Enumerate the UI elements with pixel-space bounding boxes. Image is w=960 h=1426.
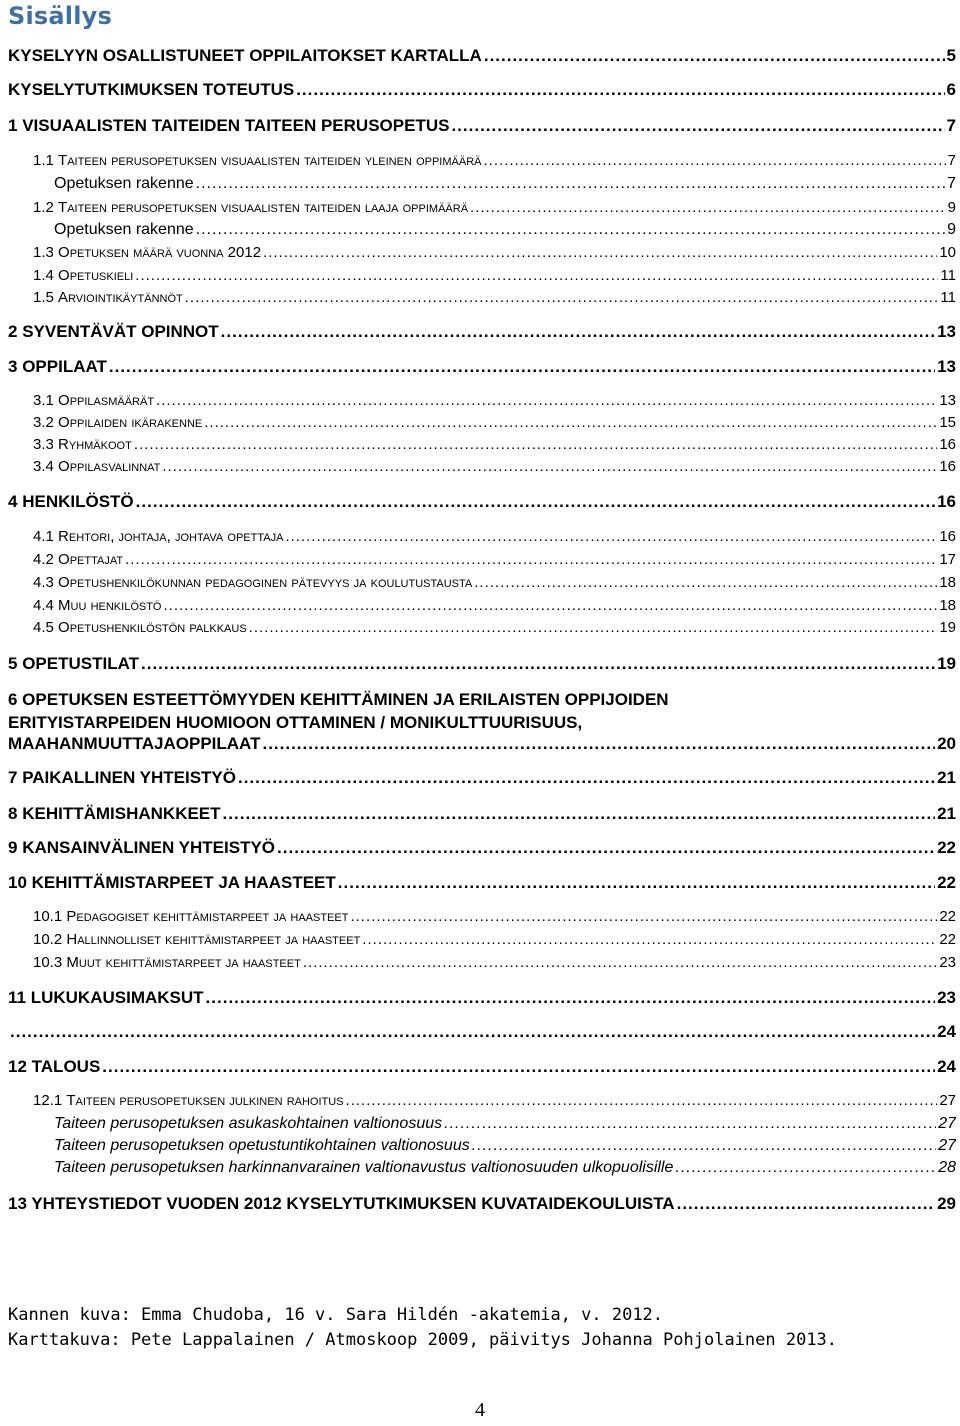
toc-entry-title: Pedagogiset kehittämistarpeet ja haasteet xyxy=(66,908,349,925)
toc-entry-page: 16 xyxy=(939,528,956,545)
toc-entry[interactable] xyxy=(33,152,956,169)
toc-entry-number: 9 xyxy=(8,838,18,857)
toc-entry-page: 24 xyxy=(937,1022,956,1041)
toc-entry-page: 19 xyxy=(937,654,956,673)
toc-entry-title: Oppilasvalinnat xyxy=(58,458,161,475)
toc-entry-title: Hallinnolliset kehittämistarpeet ja haasteet xyxy=(66,931,361,948)
toc-entry-number: 1.1 xyxy=(33,152,54,169)
toc-entry[interactable] xyxy=(33,528,956,545)
toc-entry-title: LUKUKAUSIMAKSUT xyxy=(30,988,204,1007)
toc-entry-title: KYSELYTUTKIMUKSEN TOTEUTUS xyxy=(8,80,295,99)
toc-entry-number: 12.1 xyxy=(33,1092,63,1109)
toc-entry[interactable] xyxy=(8,734,956,754)
toc-entry-number: 1.3 xyxy=(33,244,54,261)
toc-entry[interactable] xyxy=(8,116,956,136)
toc-entry-page: 28 xyxy=(938,1159,956,1176)
toc-entry-number: 4.3 xyxy=(33,574,54,591)
toc-entry[interactable] xyxy=(33,436,956,453)
toc-entry-title: Opettajat xyxy=(58,551,124,568)
toc-entry-title: Opetuskieli xyxy=(58,267,134,284)
toc-entry-page: 23 xyxy=(937,988,956,1007)
toc-entry-page: 16 xyxy=(939,436,956,453)
toc-entry[interactable] xyxy=(8,492,956,512)
toc-entry-number: 10.2 xyxy=(33,931,63,948)
toc-entry-number: 3 xyxy=(8,357,18,376)
toc-entry-page: 13 xyxy=(937,357,956,376)
toc-entry-number: 1.4 xyxy=(33,267,54,284)
toc-entry-title: Taiteen perusopetuksen visuaalisten taiteiden laaja oppimäärä xyxy=(58,199,469,216)
toc-entry-title: Muu henkilöstö xyxy=(58,597,162,614)
toc-entry-title: KEHITTÄMISTARPEET JA HAASTEET xyxy=(31,873,336,892)
map-image-credit: Karttakuva: Pete Lappalainen / Atmoskoop 2009, päivitys Johanna Pohjolainen 2013. xyxy=(8,1330,838,1350)
toc-entry[interactable] xyxy=(54,1137,956,1155)
toc-entry-line: 6 OPETUKSEN ESTEETTÖMYYDEN KEHITTÄMINEN JA ERILAISTEN OPPIJOIDEN xyxy=(8,690,669,709)
toc-entry-title: Taiteen perusopetuksen opetustuntikohtainen valtionosuus xyxy=(54,1137,470,1154)
toc-entry-title: KANSAINVÄLINEN YHTEISTYÖ xyxy=(22,838,276,857)
toc-entry[interactable] xyxy=(33,931,956,948)
toc-entry-number: 3.4 xyxy=(33,458,54,475)
toc-entry-number: 5 xyxy=(8,654,18,673)
toc-entry-title: KYSELYYN OSALLISTUNEET OPPILAITOKSET KARTALLA xyxy=(8,46,482,65)
toc-entry-number: 7 xyxy=(8,768,18,787)
toc-entry-page: 7 xyxy=(947,175,956,192)
toc-entry-number: 4.5 xyxy=(33,619,54,636)
toc-entry[interactable] xyxy=(33,619,956,636)
toc-entry-number: 10 xyxy=(8,873,27,892)
toc-entry-title: Arviointikäytännöt xyxy=(58,289,183,306)
toc-entry[interactable] xyxy=(8,46,956,66)
toc-entry[interactable] xyxy=(33,597,956,614)
toc-entry[interactable] xyxy=(8,322,956,342)
toc-entry-page: 20 xyxy=(937,734,956,753)
toc-entry[interactable] xyxy=(8,768,956,788)
toc-entry-title: Taiteen perusopetuksen asukaskohtainen valtionosuus xyxy=(54,1115,443,1132)
toc-entry-title: Opetushenkilökunnan pedagoginen pätevyys ja koulutustausta xyxy=(58,574,473,591)
toc-entry-number: 10.3 xyxy=(33,954,63,971)
toc-entry[interactable] xyxy=(54,221,956,239)
toc-entry[interactable] xyxy=(8,804,956,824)
toc-entry-number: 13 xyxy=(8,1194,27,1213)
toc-entry-title: TALOUS xyxy=(31,1057,101,1076)
toc-entry[interactable] xyxy=(8,357,956,377)
toc-entry-title: Opetuksen rakenne xyxy=(54,221,194,238)
toc-entry-number: 4.2 xyxy=(33,551,54,568)
toc-entry-page: 22 xyxy=(939,908,956,925)
toc-entry-page: 18 xyxy=(939,597,956,614)
toc-entry-page: 16 xyxy=(937,492,956,511)
toc-entry-number: 1.5 xyxy=(33,289,54,306)
toc-entry[interactable] xyxy=(8,80,956,100)
toc-entry-number: 3.3 xyxy=(33,436,54,453)
toc-entry-page: 9 xyxy=(947,199,956,216)
toc-entry-number: 1 xyxy=(8,116,18,135)
toc-entry[interactable] xyxy=(8,654,956,674)
toc-entry-page: 18 xyxy=(939,574,956,591)
toc-entry-number: 2 xyxy=(8,322,18,341)
toc-entry-page: 22 xyxy=(937,838,956,857)
toc-entry-page: 27 xyxy=(938,1137,956,1154)
toc-entry-number: 10.1 xyxy=(33,908,63,925)
toc-entry-page: 13 xyxy=(939,392,956,409)
toc-entry-page: 17 xyxy=(939,551,956,568)
toc-entry-page: 19 xyxy=(939,619,956,636)
toc-entry-number: 12 xyxy=(8,1057,27,1076)
toc-entry[interactable] xyxy=(33,458,956,475)
toc-entry-title: Muut kehittämistarpeet ja haasteet xyxy=(66,954,301,971)
toc-entry[interactable] xyxy=(33,289,956,306)
toc-entry-page: 13 xyxy=(937,322,956,341)
toc-entry-number: 1.2 xyxy=(33,199,54,216)
toc-entry-title: VISUAALISTEN TAITEIDEN TAITEEN PERUSOPETUS xyxy=(22,116,450,135)
toc-entry[interactable] xyxy=(8,1194,956,1214)
toc-entry-page: 10 xyxy=(939,244,956,261)
page-title: Sisällys xyxy=(8,2,112,30)
toc-entry-page: 15 xyxy=(939,414,956,431)
toc-entry-page: 22 xyxy=(939,931,956,948)
toc-entry[interactable] xyxy=(33,574,956,591)
toc-entry-page: 16 xyxy=(939,458,956,475)
toc-entry-number: 3.1 xyxy=(33,392,54,409)
toc-entry[interactable] xyxy=(54,175,956,193)
toc-entry-title: YHTEYSTIEDOT VUODEN 2012 KYSELYTUTKIMUKSEN KUVATAIDEKOULUISTA xyxy=(31,1194,675,1213)
toc-entry-title: Oppilasmäärät xyxy=(58,392,155,409)
toc-entry-title: Ryhmäkoot xyxy=(58,436,132,453)
toc-entry-page: 29 xyxy=(937,1194,956,1213)
toc-entry[interactable] xyxy=(33,908,956,925)
toc-entry-title: Taiteen perusopetuksen visuaalisten taiteiden yleinen oppimäärä xyxy=(58,152,482,169)
toc-entry[interactable] xyxy=(54,1115,956,1133)
toc-entry[interactable] xyxy=(8,1057,956,1077)
toc-entry-page: 24 xyxy=(937,1057,956,1076)
toc-entry-number: 4.4 xyxy=(33,597,54,614)
toc-entry-page: 7 xyxy=(947,152,956,169)
toc-entry-number: 4 xyxy=(8,492,18,511)
toc-entry-title: Taiteen perusopetuksen harkinnanvarainen valtionavustus valtionosuuden ulkopuolisille xyxy=(54,1159,674,1176)
toc-entry[interactable] xyxy=(33,1092,956,1109)
toc-entry-page: 6 xyxy=(946,80,956,99)
toc-entry-page: 21 xyxy=(937,768,956,787)
toc-entry-title: SYVENTÄVÄT OPINNOT xyxy=(22,322,219,341)
cover-image-credit: Kannen kuva: Emma Chudoba, 16 v. Sara Hildén -akatemia, v. 2012. xyxy=(8,1305,664,1325)
toc-entry[interactable] xyxy=(33,267,956,284)
toc-entry-number: 11 xyxy=(8,988,26,1007)
toc-entry[interactable] xyxy=(8,873,956,893)
toc-entry-page: 21 xyxy=(937,804,956,823)
toc-entry-page: 5 xyxy=(946,46,956,65)
toc-entry-title: MAAHANMUUTTAJAOPPILAAT xyxy=(8,734,261,753)
toc-entry-page: 11 xyxy=(940,267,956,284)
toc-entry[interactable] xyxy=(33,244,956,261)
toc-entry[interactable] xyxy=(8,988,956,1008)
page-number: 4 xyxy=(475,1399,485,1421)
toc-entry-title: Taiteen perusopetuksen julkinen rahoitus xyxy=(66,1092,344,1109)
toc-entry-number: 8 xyxy=(8,804,18,823)
toc-entry-title: OPPILAAT xyxy=(22,357,107,376)
toc-entry-title: Opetuksen rakenne xyxy=(54,175,194,192)
toc-entry-line: ERITYISTARPEIDEN HUOMIOON OTTAMINEN / MONIKULTTUURISUUS, xyxy=(8,713,583,732)
toc-entry[interactable] xyxy=(33,414,956,431)
toc-entry-title: Oppilaiden ikärakenne xyxy=(58,414,203,431)
toc-entry-multiline[interactable] xyxy=(8,688,956,734)
toc-entry-number: 4.1 xyxy=(33,528,54,545)
toc-entry-title: KEHITTÄMISHANKKEET xyxy=(22,804,221,823)
toc-entry[interactable] xyxy=(33,199,956,216)
toc-entry[interactable] xyxy=(54,1159,956,1177)
toc-entry-page: 9 xyxy=(947,221,956,238)
toc-entry-page: 22 xyxy=(937,873,956,892)
toc-entry-page: 23 xyxy=(939,954,956,971)
toc-entry[interactable] xyxy=(33,954,956,971)
toc-entry-title: Rehtori, johtaja, johtava opettaja xyxy=(58,528,284,545)
toc-entry-number: 3.2 xyxy=(33,414,54,431)
toc-entry-title: Opetushenkilöstön palkkaus xyxy=(58,619,247,636)
toc-entry-title: HENKILÖSTÖ xyxy=(22,492,134,511)
toc-entry-page: 11 xyxy=(940,289,956,306)
toc-entry[interactable] xyxy=(33,551,956,568)
toc-entry-title: Opetuksen määrä vuonna 2012 xyxy=(58,244,262,261)
toc-entry[interactable] xyxy=(33,392,956,409)
toc-entry-page: 27 xyxy=(939,1092,956,1109)
toc-entry-title: PAIKALLINEN YHTEISTYÖ xyxy=(22,768,236,787)
toc-entry[interactable] xyxy=(8,838,956,858)
toc-entry-title: OPETUSTILAT xyxy=(22,654,139,673)
toc-entry-page: 27 xyxy=(938,1115,956,1132)
toc-entry[interactable] xyxy=(8,1022,956,1042)
toc-entry-page: 7 xyxy=(946,116,956,135)
